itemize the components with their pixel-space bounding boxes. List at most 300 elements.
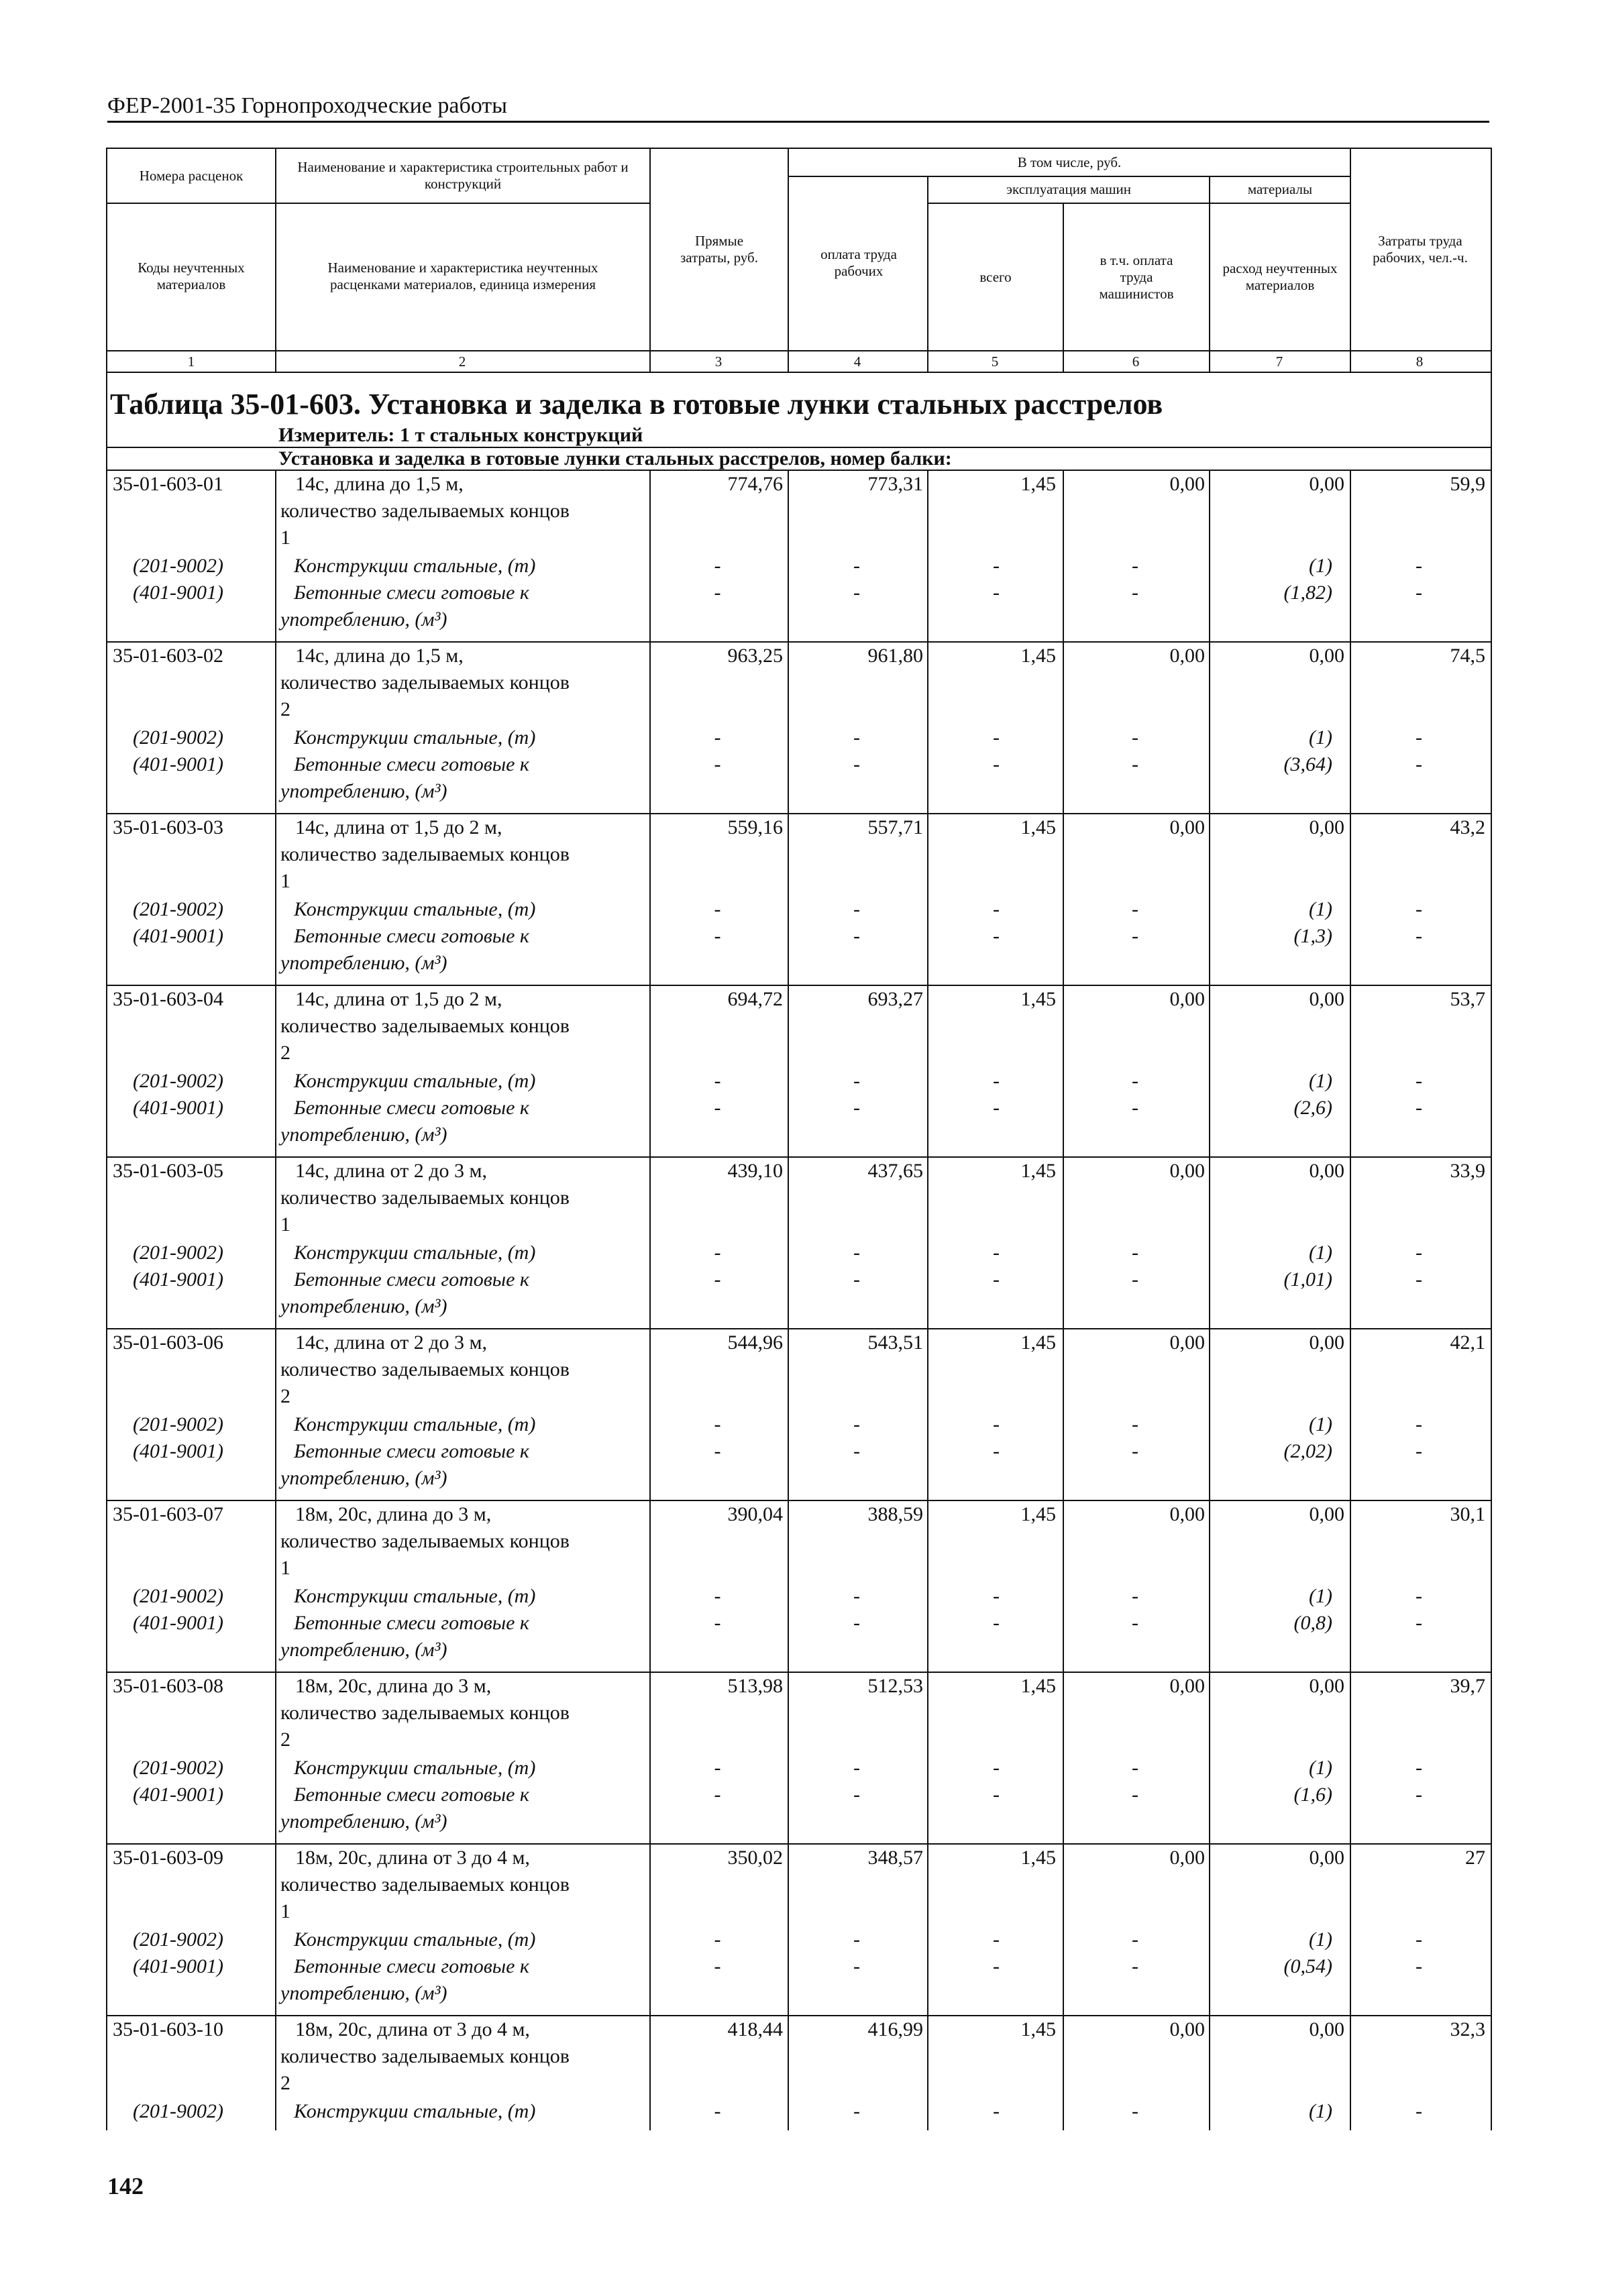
worker-pay: 557,71 bbox=[867, 816, 923, 838]
col-num: 8 bbox=[1416, 353, 1424, 370]
page-header: ФЕР-2001-35 Горнопроходческие работы bbox=[107, 93, 1489, 123]
dash: - bbox=[853, 1070, 860, 1092]
machine-total: 1,45 bbox=[1020, 473, 1056, 495]
ends-count: 2 bbox=[280, 1042, 290, 1064]
ends-label: количество заделываемых концов bbox=[280, 500, 570, 522]
worker-pay: 437,65 bbox=[867, 1160, 923, 1182]
dash: - bbox=[1132, 582, 1138, 604]
table-title: Таблица 35-01-603. Установка и заделка в готовые лунки стальных расстрелов bbox=[110, 388, 1163, 421]
material-code: (201-9002) bbox=[133, 1585, 223, 1607]
material-name: Конструкции стальные, (т) bbox=[294, 1070, 536, 1092]
ends-count: 1 bbox=[280, 1213, 290, 1236]
dash: - bbox=[853, 1955, 860, 1977]
dash: - bbox=[993, 1440, 1000, 1462]
work-description: 14с, длина от 1,5 до 2 м, bbox=[295, 816, 502, 838]
material-code: (401-9001) bbox=[133, 1268, 223, 1291]
material-code: (201-9002) bbox=[133, 2100, 223, 2122]
col-num: 3 bbox=[714, 353, 723, 370]
dash: - bbox=[714, 898, 721, 920]
dash: - bbox=[993, 1268, 1000, 1291]
dash: - bbox=[853, 753, 860, 775]
dash: - bbox=[714, 1928, 721, 1951]
direct-costs: 350,02 bbox=[727, 1847, 783, 1869]
material-name-cont: употреблению, (м³) bbox=[280, 1810, 447, 1833]
ends-label: количество заделываемых концов bbox=[280, 1015, 570, 1037]
dash: - bbox=[853, 1242, 860, 1264]
header-including: В том числе, руб. bbox=[1017, 154, 1122, 170]
dash: - bbox=[714, 726, 721, 749]
dash: - bbox=[1416, 1070, 1422, 1092]
ends-count: 2 bbox=[280, 2072, 290, 2094]
dash: - bbox=[993, 898, 1000, 920]
material-code: (201-9002) bbox=[133, 1242, 223, 1264]
dash: - bbox=[1132, 555, 1138, 577]
machine-total: 1,45 bbox=[1020, 645, 1056, 667]
operator-pay: 0,00 bbox=[1169, 1847, 1205, 1869]
dash: - bbox=[1132, 925, 1138, 947]
dash: - bbox=[1416, 1440, 1422, 1462]
material-consumption: (1) bbox=[1309, 1070, 1332, 1092]
col-num: 6 bbox=[1132, 353, 1140, 370]
machine-total: 1,45 bbox=[1020, 1331, 1056, 1354]
dash: - bbox=[993, 1928, 1000, 1951]
table-row bbox=[107, 1845, 1491, 2016]
dash: - bbox=[1416, 753, 1422, 775]
work-description: 18м, 20с, длина до 3 м, bbox=[295, 1675, 492, 1697]
dash: - bbox=[853, 1784, 860, 1806]
col-num: 5 bbox=[991, 353, 999, 370]
direct-costs: 694,72 bbox=[727, 988, 783, 1010]
ends-count: 2 bbox=[280, 1729, 290, 1751]
table-row bbox=[107, 814, 1491, 986]
labor-hours: 33,9 bbox=[1450, 1160, 1485, 1182]
rates-table bbox=[106, 148, 1492, 2130]
dash: - bbox=[853, 1928, 860, 1951]
column-numbers bbox=[107, 351, 1491, 373]
material-consumption: (1,3) bbox=[1293, 925, 1332, 947]
dash: - bbox=[1416, 898, 1422, 920]
dash: - bbox=[1132, 1585, 1138, 1607]
dash: - bbox=[714, 1955, 721, 1977]
rate-code: 35-01-603-07 bbox=[113, 1503, 223, 1525]
dash: - bbox=[853, 582, 860, 604]
header-rate-numbers: Номера расценок bbox=[139, 167, 244, 184]
table-header bbox=[107, 148, 1491, 351]
dash: - bbox=[853, 555, 860, 577]
worker-pay: 961,80 bbox=[867, 645, 923, 667]
material-name: Бетонные смеси готовые к bbox=[294, 1784, 529, 1806]
dash: - bbox=[714, 753, 721, 775]
header-labor-hours: Затраты труда рабочих, чел.-ч. bbox=[1373, 233, 1468, 266]
ends-label: количество заделываемых концов bbox=[280, 1530, 570, 1552]
dash: - bbox=[1132, 1612, 1138, 1634]
material-code: (401-9001) bbox=[133, 753, 223, 775]
material-consumption: (1,01) bbox=[1283, 1268, 1332, 1291]
material-name: Конструкции стальные, (т) bbox=[294, 726, 536, 749]
rate-code: 35-01-603-06 bbox=[113, 1331, 223, 1354]
dash: - bbox=[1132, 2100, 1138, 2122]
operator-pay: 0,00 bbox=[1169, 1160, 1205, 1182]
operator-pay: 0,00 bbox=[1169, 645, 1205, 667]
material-consumption: (1) bbox=[1309, 898, 1332, 920]
dash: - bbox=[993, 1585, 1000, 1607]
direct-costs: 513,98 bbox=[727, 1675, 783, 1697]
material-code: (401-9001) bbox=[133, 1955, 223, 1977]
dash: - bbox=[1416, 925, 1422, 947]
material-consumption: (1) bbox=[1309, 2100, 1332, 2122]
material-code: (201-9002) bbox=[133, 1070, 223, 1092]
dash: - bbox=[1416, 582, 1422, 604]
material-code: (401-9001) bbox=[133, 1784, 223, 1806]
dash: - bbox=[1132, 1268, 1138, 1291]
rate-code: 35-01-603-09 bbox=[113, 1847, 223, 1869]
material-consumption: (1,6) bbox=[1293, 1784, 1332, 1806]
material-consumption: (2,02) bbox=[1283, 1440, 1332, 1462]
table-row bbox=[107, 986, 1491, 1158]
operator-pay: 0,00 bbox=[1169, 2018, 1205, 2040]
materials-cost: 0,00 bbox=[1309, 988, 1344, 1010]
dash: - bbox=[1132, 1097, 1138, 1119]
material-name: Бетонные смеси готовые к bbox=[294, 1097, 529, 1119]
labor-hours: 43,2 bbox=[1450, 816, 1485, 838]
material-code: (201-9002) bbox=[133, 1413, 223, 1435]
worker-pay: 773,31 bbox=[867, 473, 923, 495]
material-consumption: (1) bbox=[1309, 1585, 1332, 1607]
dash: - bbox=[993, 555, 1000, 577]
machine-total: 1,45 bbox=[1020, 1160, 1056, 1182]
material-code: (401-9001) bbox=[133, 582, 223, 604]
material-name-cont: употреблению, (м³) bbox=[280, 952, 447, 974]
labor-hours: 39,7 bbox=[1450, 1675, 1485, 1697]
dash: - bbox=[1416, 1097, 1422, 1119]
dash: - bbox=[993, 1784, 1000, 1806]
work-description: 18м, 20с, длина от 3 до 4 м, bbox=[295, 2018, 530, 2040]
material-code: (201-9002) bbox=[133, 1928, 223, 1951]
direct-costs: 544,96 bbox=[727, 1331, 783, 1354]
dash: - bbox=[1132, 1242, 1138, 1264]
material-code: (401-9001) bbox=[133, 1440, 223, 1462]
dash: - bbox=[993, 1242, 1000, 1264]
dash: - bbox=[714, 1070, 721, 1092]
operator-pay: 0,00 bbox=[1169, 1503, 1205, 1525]
ends-count: 1 bbox=[280, 1557, 290, 1579]
materials-cost: 0,00 bbox=[1309, 473, 1344, 495]
dash: - bbox=[714, 1268, 721, 1291]
material-name: Конструкции стальные, (т) bbox=[294, 555, 536, 577]
ends-label: количество заделываемых концов bbox=[280, 1358, 570, 1380]
material-consumption: (1) bbox=[1309, 555, 1332, 577]
dash: - bbox=[993, 1097, 1000, 1119]
dash: - bbox=[1416, 1413, 1422, 1435]
ends-count: 1 bbox=[280, 527, 290, 549]
operator-pay: 0,00 bbox=[1169, 1675, 1205, 1697]
materials-cost: 0,00 bbox=[1309, 2018, 1344, 2040]
dash: - bbox=[1416, 1928, 1422, 1951]
worker-pay: 512,53 bbox=[867, 1675, 923, 1697]
material-code: (201-9002) bbox=[133, 1757, 223, 1779]
dash: - bbox=[853, 1268, 860, 1291]
table-row bbox=[107, 2016, 1491, 2130]
dash: - bbox=[853, 898, 860, 920]
header-operator-pay: в т.ч. оплата труда машинистов bbox=[1099, 252, 1174, 302]
dash: - bbox=[993, 582, 1000, 604]
material-name: Бетонные смеси готовые к bbox=[294, 925, 529, 947]
dash: - bbox=[714, 1097, 721, 1119]
ends-count: 1 bbox=[280, 870, 290, 892]
dash: - bbox=[714, 555, 721, 577]
dash: - bbox=[714, 1757, 721, 1779]
dash: - bbox=[1132, 1413, 1138, 1435]
dash: - bbox=[993, 1955, 1000, 1977]
material-consumption: (2,6) bbox=[1293, 1097, 1332, 1119]
material-code: (401-9001) bbox=[133, 1097, 223, 1119]
labor-hours: 59,9 bbox=[1450, 473, 1485, 495]
dash: - bbox=[853, 1585, 860, 1607]
material-name: Конструкции стальные, (т) bbox=[294, 2100, 536, 2122]
rate-code: 35-01-603-10 bbox=[113, 2018, 223, 2040]
dash: - bbox=[1416, 1955, 1422, 1977]
work-description: 18м, 20с, длина до 3 м, bbox=[295, 1503, 492, 1525]
operator-pay: 0,00 bbox=[1169, 1331, 1205, 1354]
measure-unit: Измеритель: 1 т стальных конструкций bbox=[278, 424, 643, 446]
rate-code: 35-01-603-03 bbox=[113, 816, 223, 838]
worker-pay: 543,51 bbox=[867, 1331, 923, 1354]
material-name: Бетонные смеси готовые к bbox=[294, 1268, 529, 1291]
dash: - bbox=[1416, 726, 1422, 749]
dash: - bbox=[1132, 1070, 1138, 1092]
dash: - bbox=[1132, 898, 1138, 920]
ends-label: количество заделываемых концов bbox=[280, 843, 570, 865]
dash: - bbox=[853, 1612, 860, 1634]
machine-total: 1,45 bbox=[1020, 988, 1056, 1010]
material-name: Конструкции стальные, (т) bbox=[294, 1757, 536, 1779]
direct-costs: 963,25 bbox=[727, 645, 783, 667]
dash: - bbox=[993, 726, 1000, 749]
material-name: Конструкции стальные, (т) bbox=[294, 1585, 536, 1607]
dash: - bbox=[714, 925, 721, 947]
material-name-cont: употреблению, (м³) bbox=[280, 1639, 447, 1661]
worker-pay: 348,57 bbox=[867, 1847, 923, 1869]
dash: - bbox=[853, 726, 860, 749]
ends-count: 2 bbox=[280, 1385, 290, 1407]
dash: - bbox=[1416, 1242, 1422, 1264]
material-consumption: (1) bbox=[1309, 726, 1332, 749]
table-title-row bbox=[107, 373, 1491, 423]
labor-hours: 27 bbox=[1465, 1847, 1485, 1869]
material-name: Конструкции стальные, (т) bbox=[294, 1928, 536, 1951]
material-name-cont: употреблению, (м³) bbox=[280, 1467, 447, 1489]
dash: - bbox=[853, 1413, 860, 1435]
material-name: Конструкции стальные, (т) bbox=[294, 1413, 536, 1435]
dash: - bbox=[993, 1413, 1000, 1435]
dash: - bbox=[714, 1440, 721, 1462]
header-machine-total: всего bbox=[979, 268, 1012, 285]
operator-pay: 0,00 bbox=[1169, 816, 1205, 838]
material-name-cont: употреблению, (м³) bbox=[280, 780, 447, 802]
material-name-cont: употреблению, (м³) bbox=[280, 1124, 447, 1146]
dash: - bbox=[1132, 1440, 1138, 1462]
material-name-cont: употреблению, (м³) bbox=[280, 1982, 447, 2004]
materials-cost: 0,00 bbox=[1309, 816, 1344, 838]
dash: - bbox=[714, 1242, 721, 1264]
dash: - bbox=[1132, 1928, 1138, 1951]
col-num: 4 bbox=[853, 353, 861, 370]
materials-cost: 0,00 bbox=[1309, 1675, 1344, 1697]
ends-label: количество заделываемых концов bbox=[280, 1702, 570, 1724]
header-material-consumption: расход неучтенных материалов bbox=[1222, 260, 1338, 293]
material-name-cont: употреблению, (м³) bbox=[280, 1295, 447, 1317]
table-row bbox=[107, 471, 1491, 643]
dash: - bbox=[1132, 753, 1138, 775]
direct-costs: 390,04 bbox=[727, 1503, 783, 1525]
dash: - bbox=[1416, 1757, 1422, 1779]
work-description: 14с, длина от 1,5 до 2 м, bbox=[295, 988, 502, 1010]
materials-cost: 0,00 bbox=[1309, 1503, 1344, 1525]
materials-cost: 0,00 bbox=[1309, 1331, 1344, 1354]
material-code: (201-9002) bbox=[133, 726, 223, 749]
material-consumption: (0,8) bbox=[1293, 1612, 1332, 1634]
material-consumption: (1) bbox=[1309, 1757, 1332, 1779]
rate-code: 35-01-603-04 bbox=[113, 988, 223, 1010]
material-name: Бетонные смеси готовые к bbox=[294, 582, 529, 604]
worker-pay: 693,27 bbox=[867, 988, 923, 1010]
material-name: Бетонные смеси готовые к bbox=[294, 1612, 529, 1634]
dash: - bbox=[853, 1440, 860, 1462]
material-code: (401-9001) bbox=[133, 1612, 223, 1634]
ends-label: количество заделываемых концов bbox=[280, 1187, 570, 1209]
dash: - bbox=[853, 1097, 860, 1119]
operator-pay: 0,00 bbox=[1169, 473, 1205, 495]
dash: - bbox=[714, 1413, 721, 1435]
materials-cost: 0,00 bbox=[1309, 1847, 1344, 1869]
material-consumption: (1) bbox=[1309, 1242, 1332, 1264]
header-worker-pay: оплата труда рабочих bbox=[820, 246, 897, 279]
dash: - bbox=[1132, 1955, 1138, 1977]
material-code: (201-9002) bbox=[133, 555, 223, 577]
labor-hours: 42,1 bbox=[1450, 1331, 1485, 1354]
dash: - bbox=[1416, 1268, 1422, 1291]
machine-total: 1,45 bbox=[1020, 816, 1056, 838]
direct-costs: 439,10 bbox=[727, 1160, 783, 1182]
machine-total: 1,45 bbox=[1020, 2018, 1056, 2040]
measure-row bbox=[107, 423, 1491, 448]
material-code: (201-9002) bbox=[133, 898, 223, 920]
ends-label: количество заделываемых концов bbox=[280, 2045, 570, 2067]
direct-costs: 559,16 bbox=[727, 816, 783, 838]
labor-hours: 53,7 bbox=[1450, 988, 1485, 1010]
dash: - bbox=[993, 925, 1000, 947]
operator-pay: 0,00 bbox=[1169, 988, 1205, 1010]
table-row bbox=[107, 1673, 1491, 1845]
rate-code: 35-01-603-01 bbox=[113, 473, 223, 495]
material-name: Конструкции стальные, (т) bbox=[294, 898, 536, 920]
dash: - bbox=[1416, 1585, 1422, 1607]
col-num: 7 bbox=[1275, 353, 1283, 370]
machine-total: 1,45 bbox=[1020, 1675, 1056, 1697]
page-number: 142 bbox=[107, 2173, 144, 2199]
header-work-name: Наименование и характеристика строительных работ и конструкций bbox=[297, 159, 629, 192]
dash: - bbox=[993, 1612, 1000, 1634]
ends-label: количество заделываемых концов bbox=[280, 1873, 570, 1896]
material-consumption: (0,54) bbox=[1283, 1955, 1332, 1977]
rate-code: 35-01-603-02 bbox=[113, 645, 223, 667]
dash: - bbox=[853, 925, 860, 947]
dash: - bbox=[714, 1612, 721, 1634]
labor-hours: 74,5 bbox=[1450, 645, 1485, 667]
ends-label: количество заделываемых концов bbox=[280, 671, 570, 694]
dash: - bbox=[993, 1070, 1000, 1092]
dash: - bbox=[1416, 1612, 1422, 1634]
work-description: 14с, длина от 2 до 3 м, bbox=[295, 1160, 487, 1182]
dash: - bbox=[853, 1757, 860, 1779]
section-title: Установка и заделка в готовые лунки стальных расстрелов, номер балки: bbox=[278, 447, 952, 470]
worker-pay: 388,59 bbox=[867, 1503, 923, 1525]
dash: - bbox=[714, 1784, 721, 1806]
material-code: (401-9001) bbox=[133, 925, 223, 947]
header-material-name: Наименование и характеристика неучтенных расценками материалов, единица измерения bbox=[327, 260, 598, 292]
work-description: 18м, 20с, длина от 3 до 4 м, bbox=[295, 1847, 530, 1869]
header-direct-costs: Прямые затраты, руб. bbox=[680, 233, 758, 266]
dash: - bbox=[1132, 1757, 1138, 1779]
direct-costs: 774,76 bbox=[727, 473, 783, 495]
rate-code: 35-01-603-08 bbox=[113, 1675, 223, 1697]
dash: - bbox=[993, 753, 1000, 775]
header-material-codes: Коды неучтенных материалов bbox=[138, 260, 245, 292]
work-description: 14с, длина от 2 до 3 м, bbox=[295, 1331, 487, 1354]
work-description: 14с, длина до 1,5 м, bbox=[295, 473, 464, 495]
dash: - bbox=[853, 2100, 860, 2122]
materials-cost: 0,00 bbox=[1309, 645, 1344, 667]
dash: - bbox=[714, 2100, 721, 2122]
material-consumption: (1,82) bbox=[1283, 582, 1332, 604]
material-name-cont: употреблению, (м³) bbox=[280, 608, 447, 631]
material-name: Бетонные смеси готовые к bbox=[294, 1440, 529, 1462]
labor-hours: 30,1 bbox=[1450, 1503, 1485, 1525]
ends-count: 1 bbox=[280, 1900, 290, 1922]
dash: - bbox=[993, 2100, 1000, 2122]
work-description: 14с, длина до 1,5 м, bbox=[295, 645, 464, 667]
table-row bbox=[107, 643, 1491, 814]
machine-total: 1,45 bbox=[1020, 1503, 1056, 1525]
materials-cost: 0,00 bbox=[1309, 1160, 1344, 1182]
table-row bbox=[107, 1501, 1491, 1673]
machine-total: 1,45 bbox=[1020, 1847, 1056, 1869]
dash: - bbox=[1132, 1784, 1138, 1806]
material-name: Бетонные смеси готовые к bbox=[294, 753, 529, 775]
header-machine-use: эксплуатация машин bbox=[1006, 180, 1131, 197]
material-name: Бетонные смеси готовые к bbox=[294, 1955, 529, 1977]
dash: - bbox=[1416, 555, 1422, 577]
material-name: Конструкции стальные, (т) bbox=[294, 1242, 536, 1264]
labor-hours: 32,3 bbox=[1450, 2018, 1485, 2040]
ends-count: 2 bbox=[280, 698, 290, 720]
col-num: 1 bbox=[187, 353, 195, 370]
dash: - bbox=[1416, 1784, 1422, 1806]
header-materials: материалы bbox=[1247, 180, 1313, 197]
dash: - bbox=[714, 582, 721, 604]
dash: - bbox=[993, 1757, 1000, 1779]
direct-costs: 418,44 bbox=[727, 2018, 783, 2040]
section-row bbox=[107, 448, 1491, 471]
material-consumption: (3,64) bbox=[1283, 753, 1332, 775]
dash: - bbox=[1416, 2100, 1422, 2122]
material-consumption: (1) bbox=[1309, 1413, 1332, 1435]
col-num: 2 bbox=[458, 353, 466, 370]
rate-code: 35-01-603-05 bbox=[113, 1160, 223, 1182]
dash: - bbox=[714, 1585, 721, 1607]
dash: - bbox=[1132, 726, 1138, 749]
material-consumption: (1) bbox=[1309, 1928, 1332, 1951]
